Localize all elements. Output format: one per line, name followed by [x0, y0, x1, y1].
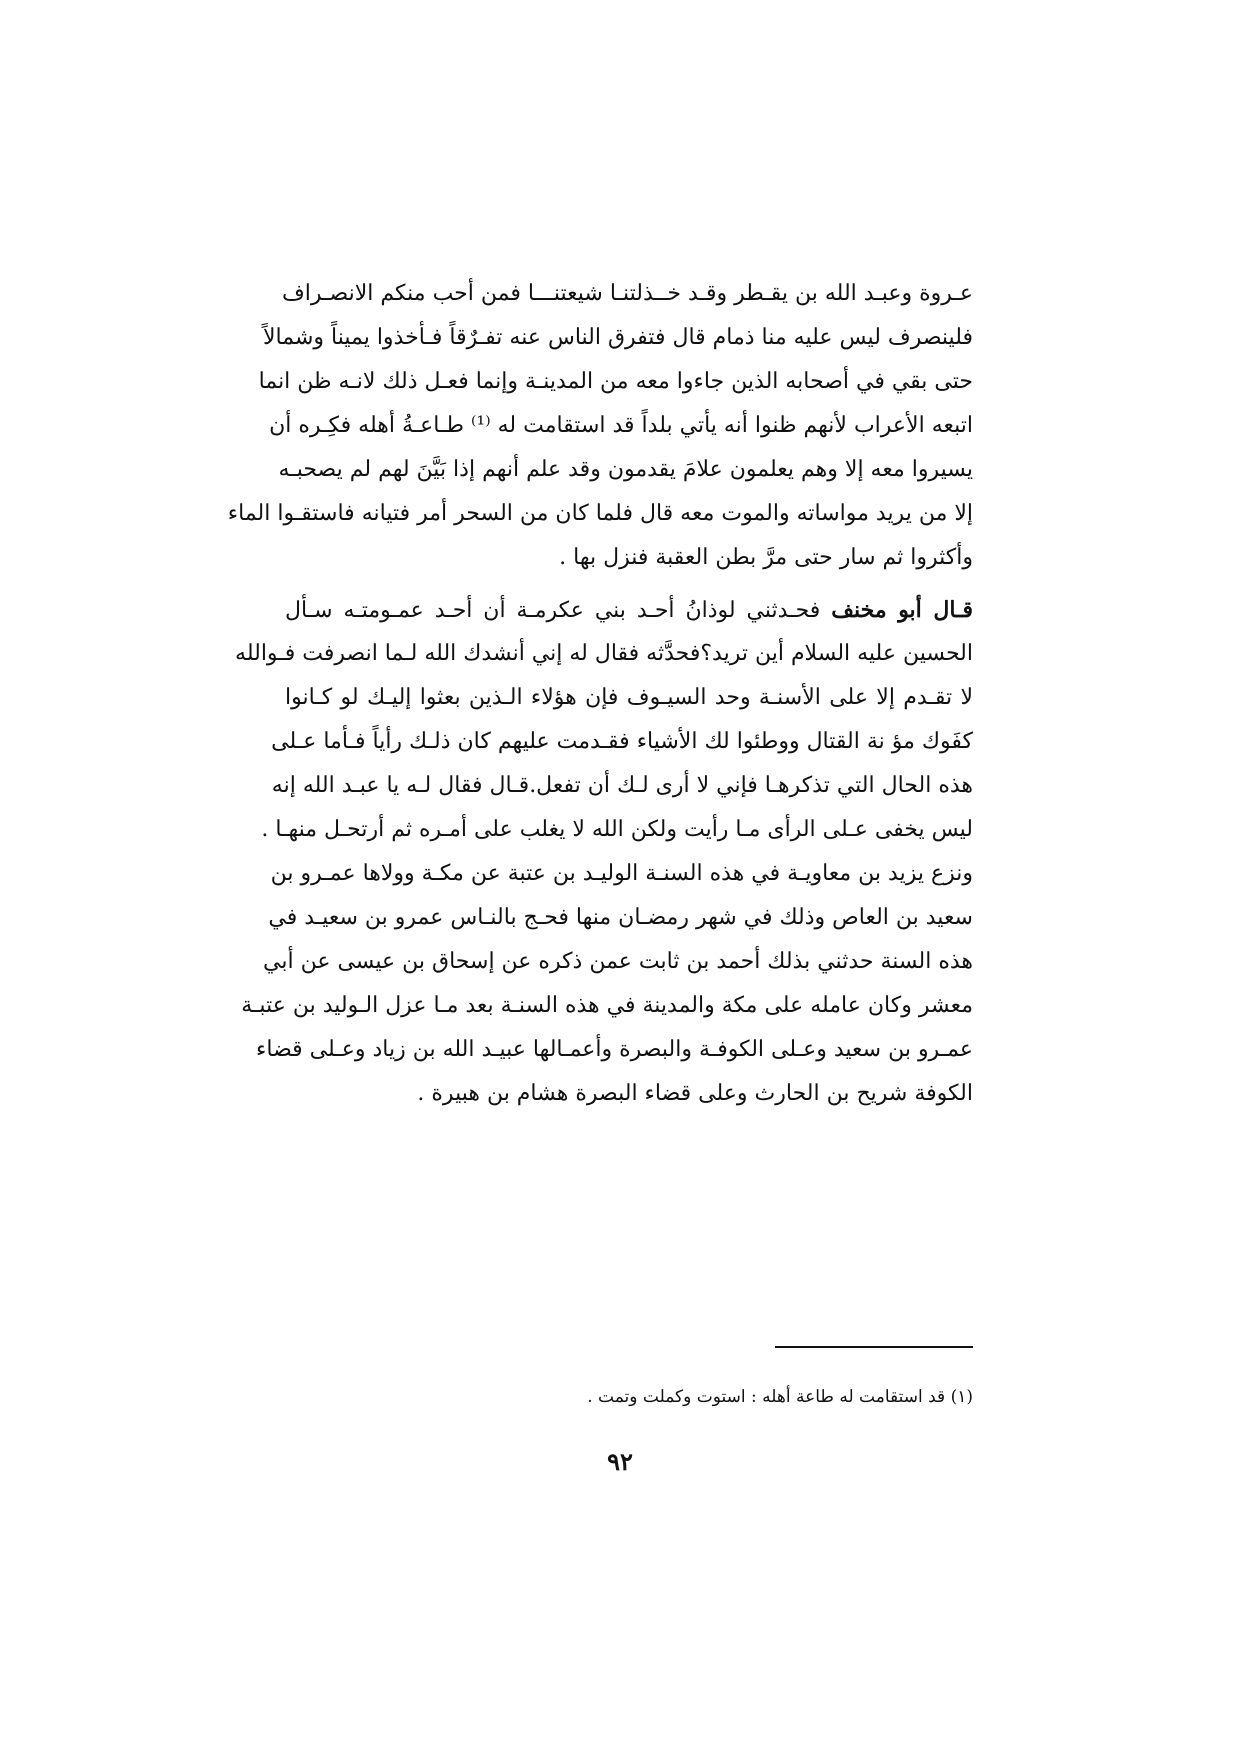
text-line: اتبعه الأعراب لأنهم ظنوا أنه يأتي بلداً قد استقامت له ⁽¹⁾ طـاعـةُ أهله فكِـره أن	[269, 413, 973, 438]
text-line: معشر وكان عامله على مكة والمدينة في هذه السنـة بعد مـا عزل الـوليد بن عتبـة	[241, 993, 973, 1018]
text-line: الكوفة شريح بن الحارث وعلى قضاء البصرة هشام بن هبيرة .	[417, 1081, 973, 1106]
text-line-first	[285, 588, 973, 632]
text-line: الحسين عليه السلام أين تريد؟فحدَّثه فقال له إني أنشدك الله لـما انصرفت فـوالله	[235, 641, 973, 666]
text-line: عمـرو بن سعيد وعـلى الكوفـة والبصرة وأعمـالها عبيـد الله بن زياد وعـلى قضاء	[256, 1037, 973, 1062]
text-line: حتى بقي في أصحابه الذين جاءوا معه من المدينـة وإنما فعـل ذلك لانـه ظن انما	[258, 369, 973, 394]
text-line: كفَوك مؤ نة القتال ووطئوا لك الأشياء فقـدمت عليهم كان ذلـك رأياً فـأما عـلى	[271, 729, 973, 754]
first-line-rest: فحـدثني لوذانُ أحـد بني عكرمـة أن أحـد عمـومتـه سـأل	[285, 598, 832, 623]
text-line: هذه الحال التي تذكرهـا فإني لا أرى لـك أن تفعل.قـال فقال لـه يا عبـد الله إنه	[271, 773, 973, 798]
paragraph-1	[227, 272, 973, 580]
page-number: ٩٢	[607, 1447, 633, 1476]
text-line: ونزع يزيد بن معاويـة في هذه السنـة الوليـد بن عتبة عن مكـة وولاها عمـرو بن	[270, 861, 973, 886]
footnote-divider	[775, 1346, 973, 1348]
text-line: سعيد بن العاص وذلك في شهر رمضـان منها فحـج بالنـاس عمرو بن سعيـد في	[268, 905, 973, 930]
text-line: عـروة وعبـد الله بن يقـطر وقـد خــذلتنـا شيعتنـــا فمن أحب منكم الانصـراف	[282, 281, 973, 306]
paragraph-2	[235, 588, 974, 1116]
text-line: لا تقـدم إلا على الأسنـة وحد السيـوف فإن هؤلاء الـذين بعثوا إليـك لو كـانوا	[285, 685, 973, 710]
text-line: هذه السنة حدثني بذلك أحمد بن ثابت عمن ذكره عن إسحاق بن عيسى عن أبي	[263, 949, 973, 974]
text-line: وأكثروا ثم سار حتى مرَّ بطن العقبة فنزل بها .	[559, 545, 973, 570]
text-line: فلينصرف ليس عليه منا ذمام قال فتفرق الناس عنه تفـرٌقاً فـأخذوا يميناً وشمالاً	[262, 325, 973, 350]
footnote: (١) قد استقامت له طاعة أهله : استوت وكملت وتمت .	[587, 1387, 973, 1407]
narrator-lead: قـال أبو مخنف	[831, 597, 974, 623]
paragraph-gap	[285, 580, 973, 588]
text-line: يسيروا معه إلا وهم يعلمون علامَ يقدمون وقد علم أنهم إذا بَيَّنَ لهم لم يصحبـه	[278, 457, 973, 482]
text-line: ليس يخفى عـلى الرأى مـا رأيت ولكن الله لا يغلب على أمـره ثم أرتحـل منهـا .	[261, 817, 973, 842]
text-line: إلا من يريد مواساته والموت معه قال فلما كان من السحر أمر فتيانه فاستقـوا الماء	[227, 501, 973, 526]
main-text	[227, 272, 974, 1116]
